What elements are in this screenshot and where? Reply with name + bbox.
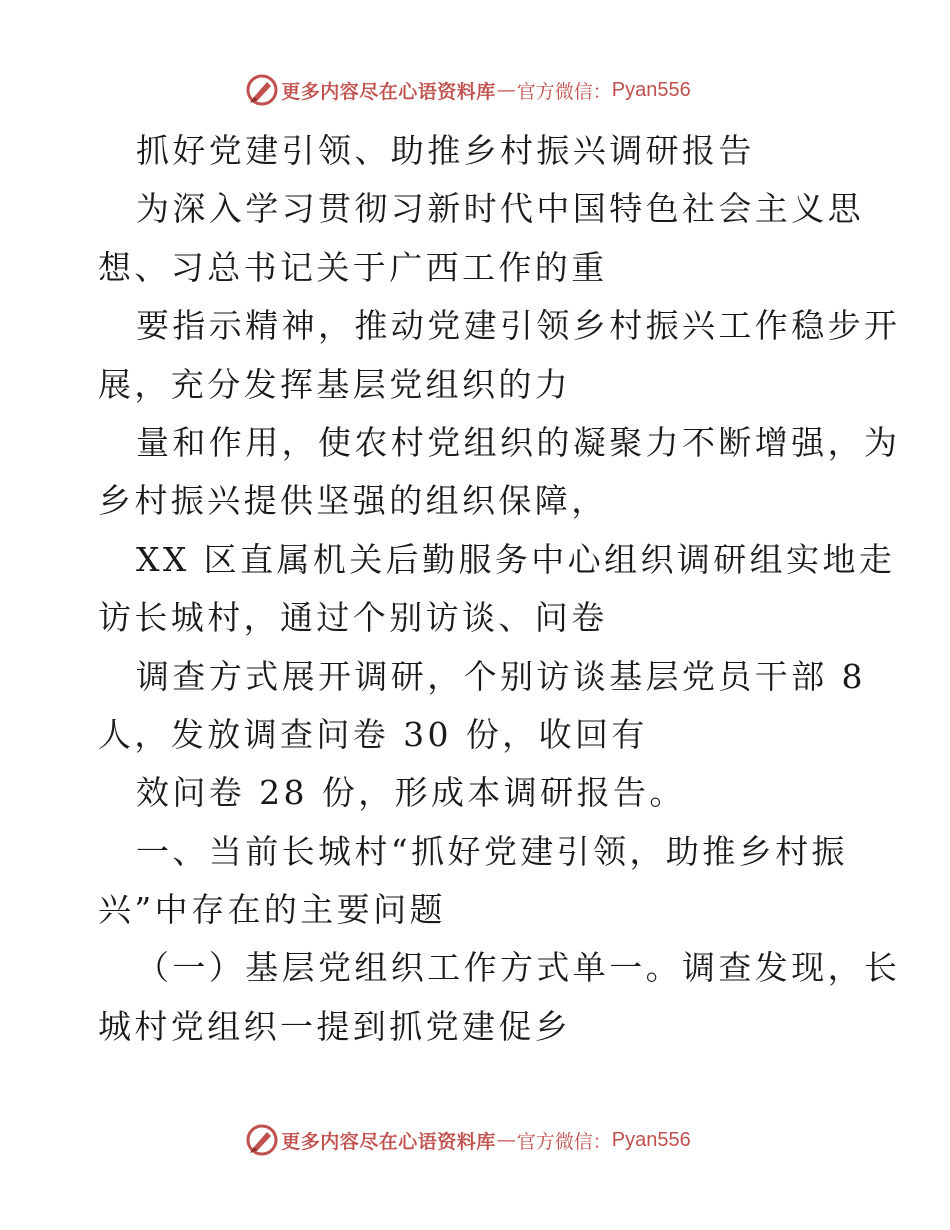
paragraph-line: 乡村振兴提供坚强的组织保障， — [98, 481, 608, 521]
paragraph-line: 展，充分发挥基层党组织的力 — [98, 364, 572, 404]
subsection-heading: （一）基层党组织工作方式单一。调查发现，长 — [136, 948, 901, 988]
section-heading: 兴”中存在的主要问题 — [98, 890, 446, 930]
watermark-site-text: 更多内容尽在心语资料库 — [281, 80, 496, 103]
watermark-wechat-handle: Pyan556 — [611, 78, 691, 101]
paragraph-line: 城村党组织一提到抓党建促乡 — [98, 1006, 572, 1046]
pen-circle-logo-icon — [245, 73, 279, 107]
watermark-banner-top — [0, 70, 950, 110]
watermark-banner-bottom — [0, 1120, 950, 1160]
paragraph-line: XX 区直属机关后勤服务中心组织调研组实地走 — [136, 539, 896, 579]
paragraph-line: 访长城村，通过个别访谈、问卷 — [98, 598, 608, 638]
watermark-wechat-handle: Pyan556 — [611, 1128, 691, 1151]
paragraph-line: 要指示精神，推动党建引领乡村振兴工作稳步开 — [136, 306, 901, 346]
paragraph-line: 效问卷 28 份，形成本调研报告。 — [136, 773, 686, 813]
paragraph-line: 人，发放调查问卷 30 份，收回有 — [98, 714, 648, 754]
watermark-separator: — — [496, 79, 516, 101]
paragraph-line: 量和作用，使农村党组织的凝聚力不断增强，为 — [136, 422, 901, 462]
watermark-site-text: 更多内容尽在心语资料库 — [281, 1130, 496, 1153]
watermark-wechat-label: 官方微信： — [516, 1130, 612, 1153]
pen-circle-logo-icon — [245, 1123, 279, 1157]
document-title: 抓好党建引领、助推乡村振兴调研报告 — [136, 131, 755, 170]
paragraph-line: 调查方式展开调研，个别访谈基层党员干部 8 — [136, 656, 866, 696]
paragraph-line: 想、习总书记关于广西工作的重 — [98, 247, 608, 287]
document-body — [98, 122, 901, 1056]
section-heading: 一、当前长城村“抓好党建引领，助推乡村振 — [136, 831, 848, 871]
watermark-separator: — — [496, 1129, 516, 1151]
watermark-wechat-label: 官方微信： — [516, 80, 612, 103]
paragraph-line: 为深入学习贯彻习新时代中国特色社会主义思 — [136, 189, 864, 229]
